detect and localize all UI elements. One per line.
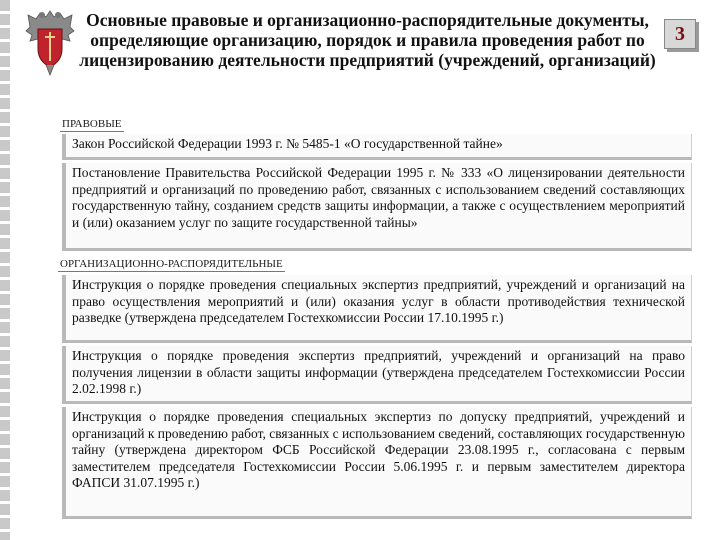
section-label-organizational: ОРГАНИЗАЦИОННО-РАСПОРЯДИТЕЛЬНЫЕ	[60, 258, 283, 270]
document-item	[62, 407, 692, 519]
section-label-legal: ПРАВОВЫЕ	[62, 118, 122, 130]
document-text: Инструкция о порядке проведения специальных экспертиз по допуску предприятий, учреждений и организаций к проведению работ, связанных с использованием сведений, составляющих государственную тайну (утверждена директором ФСБ Российской Федерации 23.08.1995 г., согласована с первым заместителем председателя Гостехкомиссии России 5.06.1995 г. и первым заместителем директора ФАПСИ 31.07.1995 г.)	[72, 409, 685, 490]
document-item	[62, 275, 692, 343]
document-item	[62, 346, 692, 404]
document-item	[62, 134, 692, 160]
document-text: Закон Российской Федерации 1993 г. № 5485-1 «О государственной тайне»	[72, 136, 503, 151]
document-text: Инструкция о порядке проведения экспертиз предприятий, учреждений и организаций на право получения лицензии в области защиты информации (утверждена председателем Гостехкомиссии России 2.02.1998 г.)	[72, 348, 685, 396]
document-text: Постановление Правительства Российской Федерации 1995 г. № 333 «О лицензировании деятельности предприятий и организаций по проведению работ, связанных с использованием сведений составляющих государственную тайну, созданием средств защиты информации, а также с осуществлением мероприятий и (или) оказанием услуг по защите государственной тайны»	[72, 165, 685, 230]
document-text: Инструкция о порядке проведения специальных экспертиз предприятий, учреждений и организаций на право осуществления мероприятий и (или) оказания услуг в области противодействия технической разведке (утверждена председателем Гостехкомиссии России 17.10.1995 г.)	[72, 277, 685, 325]
page-number: 3	[664, 19, 696, 49]
decorative-strip	[0, 0, 10, 540]
slide-title: Основные правовые и организационно-распорядительные документы, определяющие организацию, порядок и правила проведения работ по лицензированию деятельности предприятий (учреждений, организаций)	[79, 10, 656, 70]
document-item	[62, 163, 692, 251]
